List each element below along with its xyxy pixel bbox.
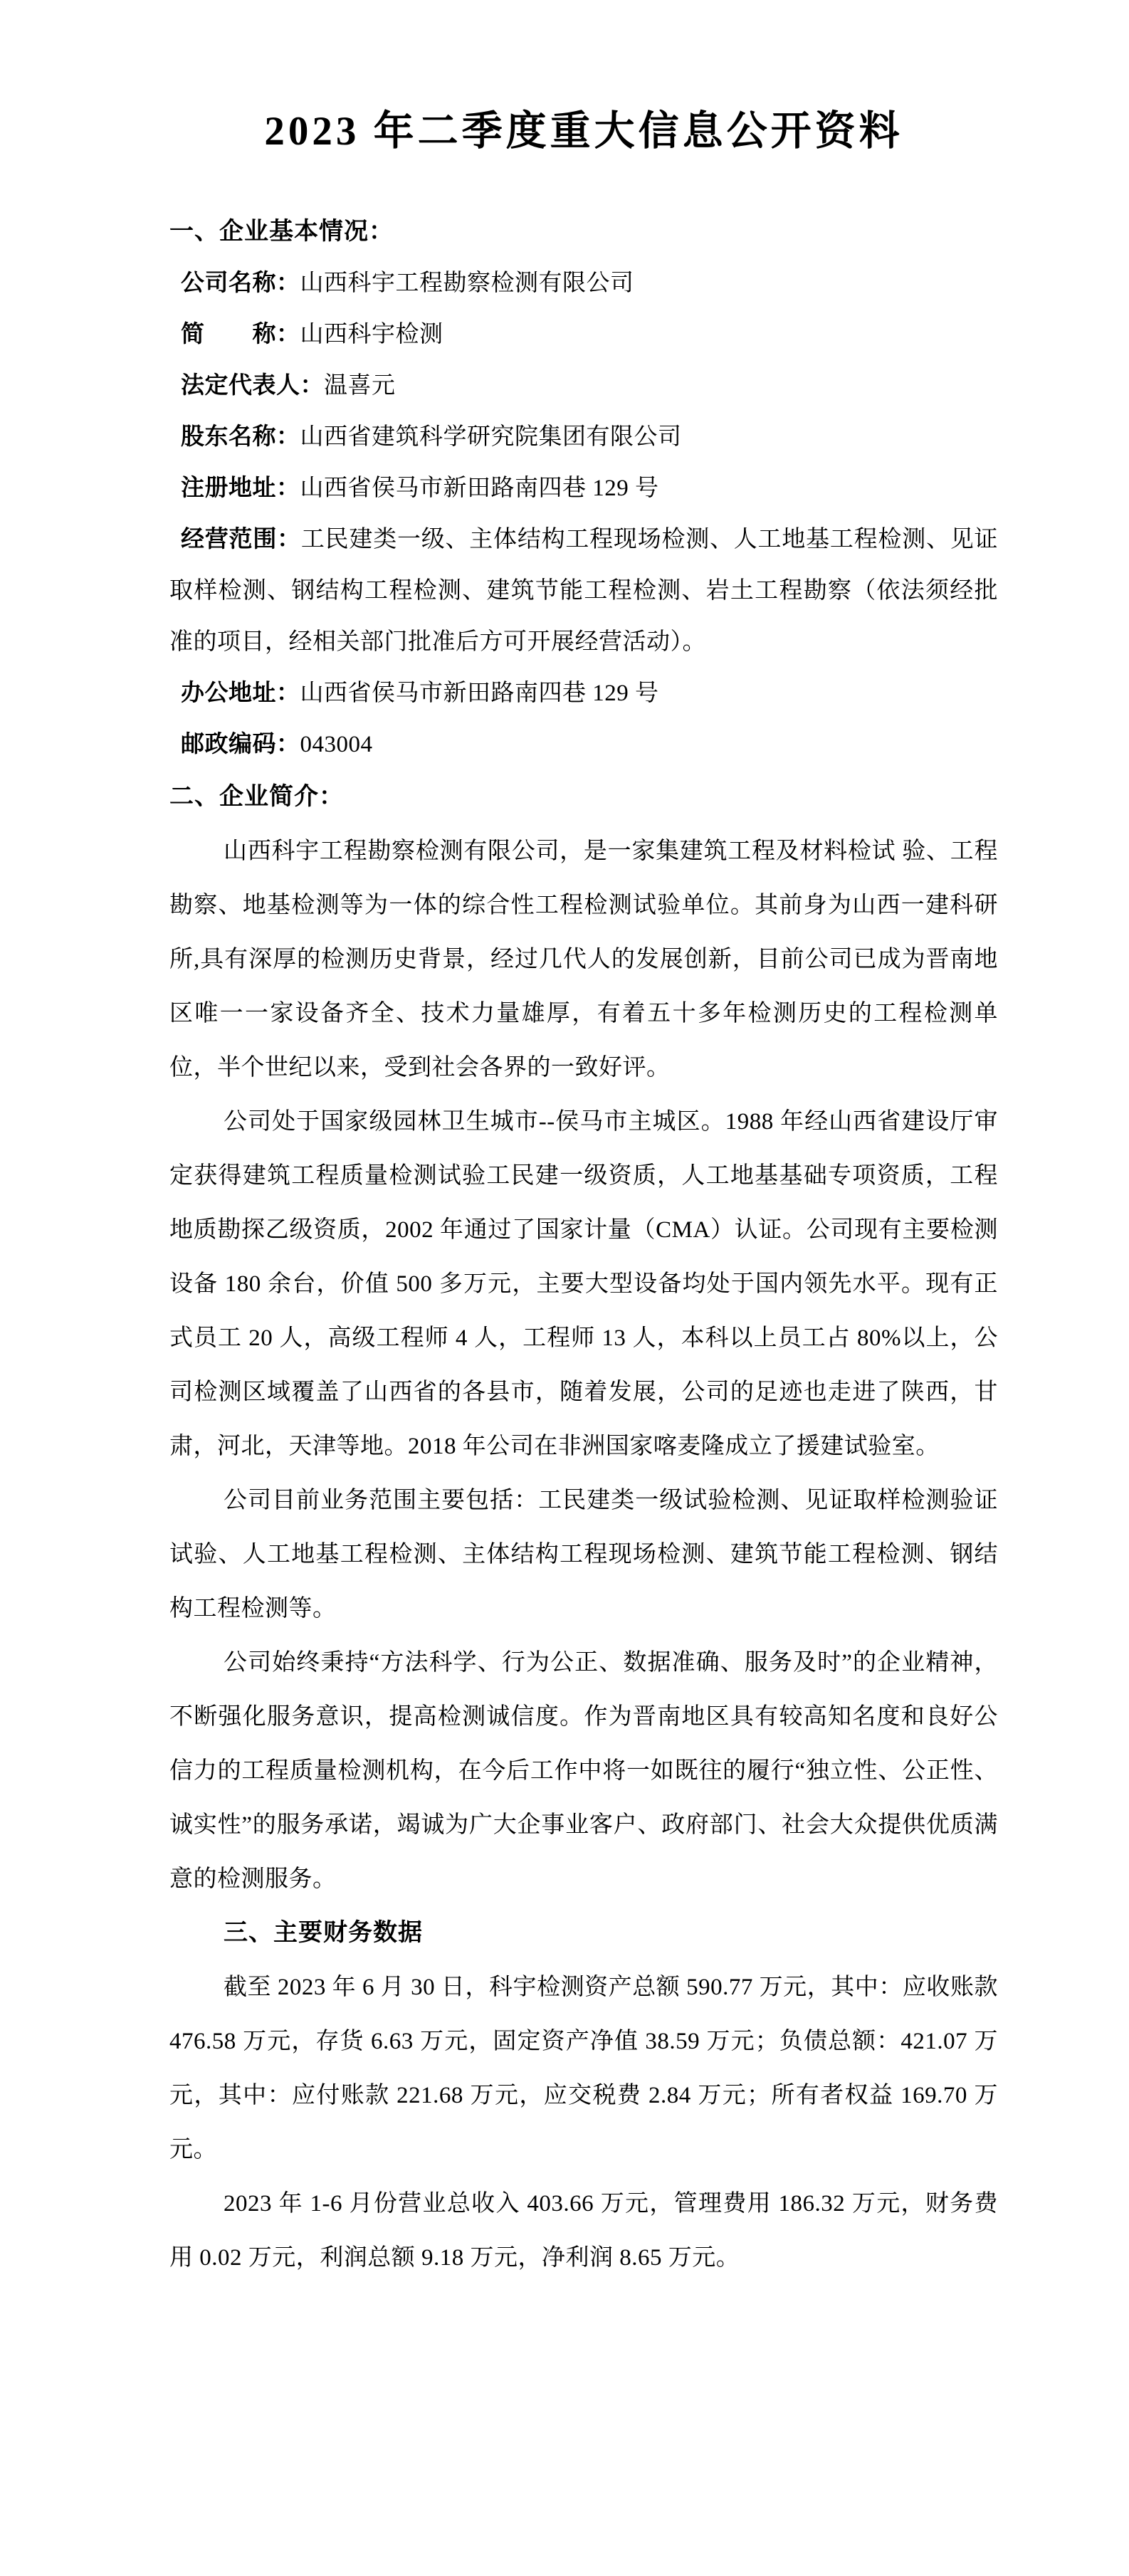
- field-business-scope-label: 经营范围：: [181, 527, 301, 552]
- company-intro-paragraph-3: 公司目前业务范围主要包括：工民建类一级试验检测、见证取样检测验证试验、人工地基工程检测、主体结构工程现场检测、建筑节能工程检测、钢结构工程检测等。: [169, 1488, 998, 1621]
- field-registered-address-value: 山西省侯马市新田路南四巷 129 号: [300, 475, 659, 501]
- field-office-address-label: 办公地址：: [181, 680, 300, 706]
- field-postal-code: [169, 719, 998, 770]
- financial-data-paragraph-1: 截至 2023 年 6 月 30 日，科宇检测资产总额 590.77 万元，其中：应收账款 476.58 万元，存货 6.63 万元，固定资产净值 38.59 万元；负债总额：421.07 万元，其中：应付账款 221.68 万元，应交税费 2.84 万元；所有者权益 169.70 万元。: [169, 1975, 998, 2162]
- financial-data-paragraph-2: 2023 年 1-6 月份营业总收入 403.66 万元，管理费用 186.32 万元，财务费用 0.02 万元，利润总额 9.18 万元，净利润 8.65 万元。: [169, 2191, 998, 2271]
- company-intro-paragraph-4: 公司始终秉持“方法科学、行为公正、数据准确、服务及时”的企业精神，不断强化服务意识，提高检测诚信度。作为晋南地区具有较高知名度和良好公信力的工程质量检测机构，在今后工作中将一如既往的履行“独立性、公正性、诚实性”的服务承诺，竭诚为广大企事业客户、政府部门、社会大众提供优质满意的检测服务。: [169, 1650, 998, 1892]
- field-postal-code-label: 邮政编码：: [181, 732, 300, 757]
- field-shareholder-name: [169, 411, 998, 463]
- company-intro-paragraph-2: 公司处于国家级园林卫生城市--侯马市主城区。1988 年经山西省建设厅审定获得建筑工程质量检测试验工民建一级资质，人工地基基础专项资质，工程地质勘探乙级资质，2002 年通过了国家计量（CMA）认证。公司现有主要检测设备 180 余台，价值 500 多万元，主要大型设备均处于国内领先水平。现有正式员工 20 人，高级工程师 4 人，工程师 13 人，本科以上员工占 80%以上，公司检测区域覆盖了山西省的各县市，随着发展，公司的足迹也走进了陕西，甘肃，河北，天津等地。2018 年公司在非洲国家喀麦隆成立了援建试验室。: [169, 1109, 998, 1459]
- section3-heading: 三、主要财务数据: [224, 1920, 423, 1946]
- field-registered-address-label: 注册地址：: [181, 475, 300, 501]
- field-company-name: [169, 258, 998, 309]
- field-short-name-label: 简 称：: [181, 322, 300, 347]
- field-business-scope-value: 工民建类一级、主体结构工程现场检测、人工地基工程检测、见证取样检测、钢结构工程检测、建筑节能工程检测、岩土工程勘察（依法须经批准的项目，经相关部门批准后方可开展经营活动）。: [169, 527, 999, 655]
- field-office-address-value: 山西省侯马市新田路南四巷 129 号: [300, 680, 659, 706]
- field-business-scope: [169, 514, 998, 668]
- field-shareholder-name-value: 山西省建筑科学研究院集团有限公司: [300, 424, 682, 450]
- section1-heading: 一、企业基本情况：: [169, 219, 394, 245]
- document-title: 2023 年二季度重大信息公开资料: [264, 109, 903, 154]
- field-shareholder-name-label: 股东名称：: [181, 424, 300, 450]
- section2-heading: 二、企业简介：: [169, 784, 344, 810]
- field-company-name-label: 公司名称：: [181, 270, 300, 296]
- field-legal-representative-label: 法定代表人：: [181, 373, 324, 399]
- field-postal-code-value: 043004: [300, 732, 373, 757]
- field-registered-address: [169, 463, 998, 514]
- field-legal-representative: [169, 360, 998, 411]
- company-intro-paragraph-1: 山西科宇工程勘察检测有限公司，是一家集建筑工程及材料检试 验、工程勘察、地基检测等为一体的综合性工程检测试验单位。其前身为山西一建科研所,具有深厚的检测历史背景，经过几代人的发展创新，目前公司已成为晋南地区唯一一家设备齐全、技术力量雄厚，有着五十多年检测历史的工程检测单位，半个世纪以来，受到社会各界的一致好评。: [169, 838, 998, 1081]
- field-office-address: [169, 668, 998, 719]
- field-short-name: [169, 309, 998, 360]
- field-company-name-value: 山西科宇工程勘察检测有限公司: [300, 270, 634, 296]
- field-legal-representative-value: 温喜元: [324, 373, 396, 399]
- field-short-name-value: 山西科宇检测: [300, 322, 443, 347]
